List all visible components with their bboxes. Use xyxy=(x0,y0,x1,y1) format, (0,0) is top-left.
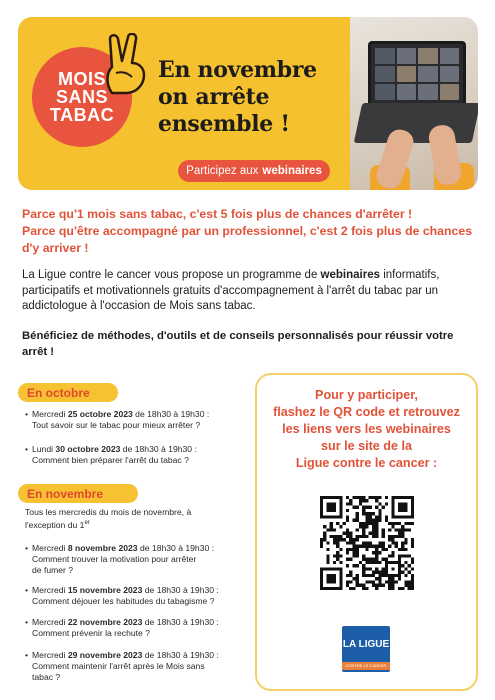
qr-instruction-line: Pour y participer, xyxy=(315,388,418,402)
session-topic: de fumer ? xyxy=(32,565,74,575)
session-item: • Mercredi 29 novembre 2023 de 18h30 à 19h30 : Comment maintenir l'arrêt après le Mois sans tabac ? xyxy=(25,650,245,683)
webinaires-cta-button[interactable] xyxy=(178,160,330,182)
qr-instruction-line: flashez le QR code et retrouvez xyxy=(273,405,460,419)
laptop-screen xyxy=(368,41,466,107)
lead-statements xyxy=(22,206,477,257)
la-ligue-logo: LA LIGUE CONTRE LE CANCER xyxy=(342,626,390,672)
session-topic: Comment prévenir la rechute ? xyxy=(32,628,150,638)
session-topic: Comment maintenir l'arrêt après le Mois sans xyxy=(32,661,205,671)
qr-code-icon[interactable] xyxy=(320,496,414,590)
november-label: En novembre xyxy=(18,484,138,503)
intro-text: La Ligue contre le cancer vous propose un programme de xyxy=(22,269,321,281)
october-label: En octobre xyxy=(18,383,118,402)
november-note: Tous les mercredis du mois de novembre, à l'exception du 1er xyxy=(25,507,192,530)
laptop-keyboard xyxy=(354,103,478,143)
qr-instructions xyxy=(267,387,466,472)
cta-prefix: Participez aux xyxy=(186,165,259,177)
session-item: • Lundi 30 octobre 2023 de 18h30 à 19h30 : Comment bien préparer l'arrêt du tabac ? xyxy=(25,444,245,466)
lead-line: Parce qu'être accompagné par un professionnel, c'est 2 fois plus de chances d'y arriver ! xyxy=(22,224,473,255)
session-item: • Mercredi 8 novembre 2023 de 18h30 à 19h30 : Comment trouver la motivation pour arrêter de fumer ? xyxy=(25,543,245,576)
logo-line1: MOIS xyxy=(57,69,106,89)
header-banner xyxy=(18,17,478,190)
session-item: • Mercredi 15 novembre 2023 de 18h30 à 19h30 : Comment déjouer les habitudes du tabagisme ? xyxy=(25,585,245,607)
qr-instruction-line: Ligue contre le cancer : xyxy=(295,456,438,470)
logo-line2: SANS xyxy=(55,87,108,107)
session-topic: Comment trouver la motivation pour arrêter xyxy=(32,554,197,564)
cta-emphasis: webinaires xyxy=(262,165,322,177)
session-topic: Comment déjouer les habitudes du tabagisme ? xyxy=(32,596,215,606)
session-item: • Mercredi 22 novembre 2023 de 18h30 à 19h30 : Comment prévenir la rechute ? xyxy=(25,617,245,639)
session-item: • Mercredi 25 octobre 2023 de 18h30 à 19h30 : Tout savoir sur le tabac pour mieux arrêter ? xyxy=(25,409,245,431)
laptop-video-call-photo xyxy=(350,17,478,190)
victory-hand-icon xyxy=(102,33,150,95)
session-topic: Tout savoir sur le tabac pour mieux arrêter ? xyxy=(32,420,201,430)
session-topic: tabac ? xyxy=(32,672,61,682)
qr-instruction-line: les liens vers les webinaires xyxy=(282,422,451,436)
qr-instruction-line: sur le site de la xyxy=(321,439,412,453)
intro-emphasis: webinaires xyxy=(320,269,380,281)
intro-text: informatifs, participatifs et motivationnels gratuits d'accompagnement à l'arrêt du tabac par un addictologue à l'occasion de Mois sans tabac. xyxy=(22,269,440,312)
headline-line: En novembre xyxy=(158,57,317,83)
logo-line3: TABAC xyxy=(49,105,115,125)
intro-paragraph xyxy=(22,268,477,315)
lead-line: Parce qu'1 mois sans tabac, c'est 5 fois plus de chances d'arrêter ! xyxy=(22,207,413,221)
session-topic: Comment bien préparer l'arrêt du tabac ? xyxy=(32,455,189,465)
qr-info-box xyxy=(255,373,478,691)
headline-line: on arrête xyxy=(158,84,270,110)
benefit-text: Bénéficiez de méthodes, d'outils et de conseils personnalisés pour réussir votre arrêt ! xyxy=(22,330,454,358)
headline xyxy=(158,57,358,138)
headline-line: ensemble ! xyxy=(158,111,290,137)
mois-sans-tabac-logo xyxy=(32,47,142,157)
